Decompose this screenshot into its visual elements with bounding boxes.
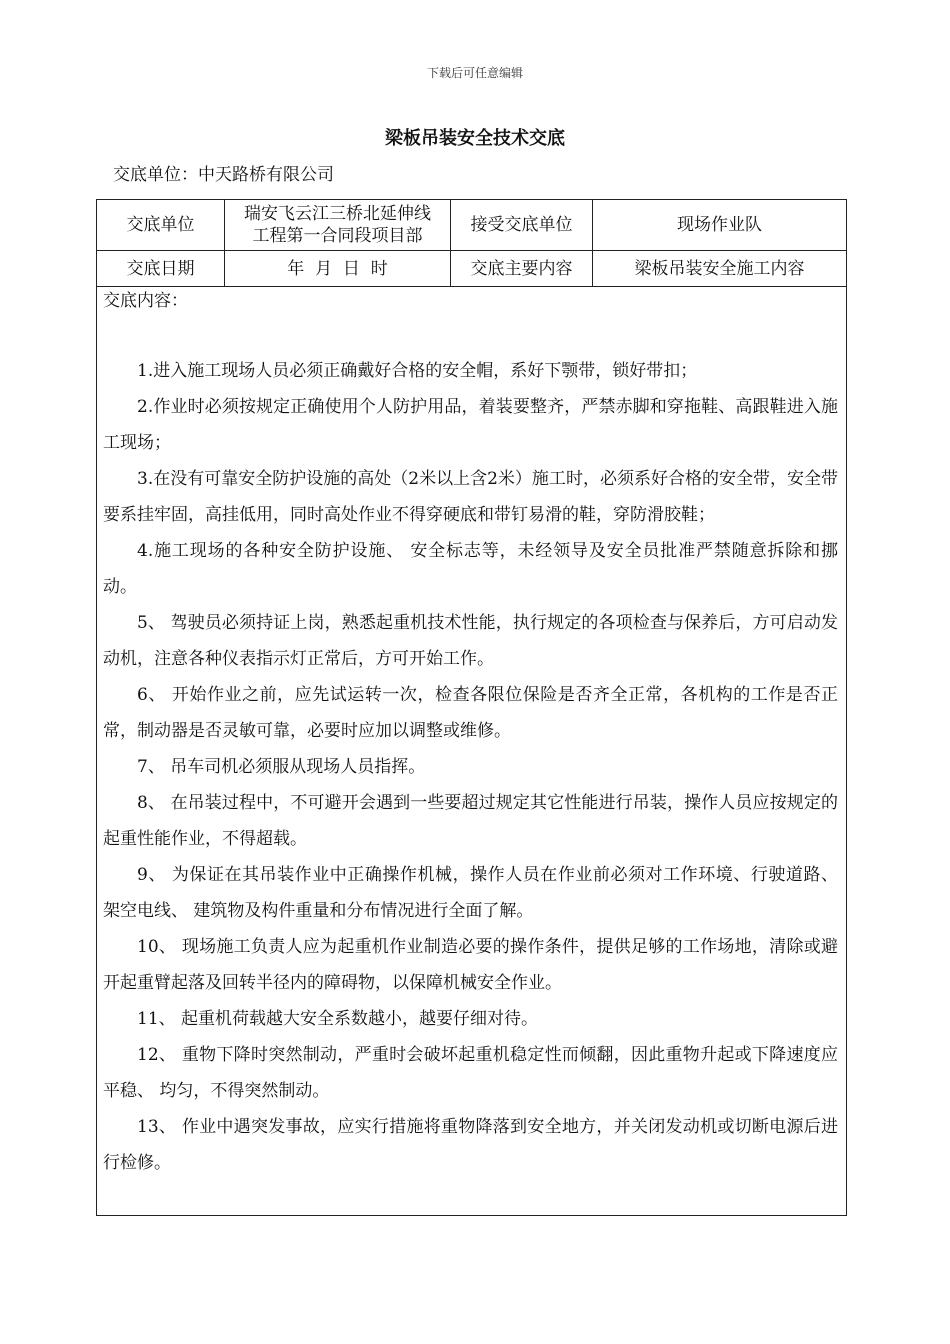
receiver-value: 现场作业队 [677, 215, 762, 235]
table-row [97, 287, 847, 1216]
issuer-line: 交底单位：中天路桥有限公司 [113, 165, 334, 185]
list-item: 9、 为保证在其吊装作业中正确操作机械，操作人员在作业前必须对工作环境、行驶道路、 架空电线、 建筑物及构件重量和分布情况进行全面了解。 [103, 865, 838, 921]
date-label-cell [97, 251, 225, 287]
content-list [97, 353, 846, 1181]
main-content-label: 交底主要内容 [470, 258, 573, 279]
list-item: 5、 驾驶员必须持证上岗，熟悉起重机技术性能，执行规定的各项检查与保养后，方可启动发动机，注意各种仪表指示灯正常后，方可开始工作。 [103, 613, 838, 669]
header-note: 下载后可任意编辑 [426, 66, 523, 80]
issuer-label: 交底单位 [126, 215, 195, 235]
date-value-cell [225, 251, 451, 287]
date-label: 交底日期 [126, 258, 195, 279]
document-title: 梁板吊装安全技术交底 [385, 128, 565, 149]
table-row [97, 251, 847, 287]
main-content-value-cell [593, 251, 847, 287]
issuer-value-line2: 工程第一合同段项目部 [252, 226, 423, 246]
issuer-label-cell [97, 200, 225, 251]
list-item: 2.作业时必须按规定正确使用个人防护用品，着装要整齐，严禁赤脚和穿拖鞋、高跟鞋进入施工现场； [103, 397, 838, 453]
list-item: 6、 开始作业之前，应先试运转一次，检查各限位保险是否齐全正常，各机构的工作是否正常，制动器是否灵敏可靠，必要时应加以调整或维修。 [103, 685, 838, 741]
list-item: 4.施工现场的各种安全防护设施、 安全标志等，未经领导及安全员批准严禁随意拆除和挪动。 [103, 541, 838, 597]
list-item: 10、 现场施工负责人应为起重机作业制造必要的操作条件，提供足够的工作场地，清除或避开起重臂起落及回转半径内的障碍物，以保障机械安全作业。 [103, 937, 838, 993]
date-value: 年 月 日 时 [287, 258, 388, 279]
main-content-value: 梁板吊装安全施工内容 [634, 258, 805, 279]
main-content-label-cell [451, 251, 593, 287]
content-cell [97, 287, 847, 1216]
list-item: 8、 在吊装过程中，不可避开会遇到一些要超过规定其它性能进行吊装，操作人员应按规定的起重性能作业，不得超载。 [103, 793, 838, 849]
list-item: 12、 重物下降时突然制动，严重时会破坏起重机稳定性而倾翻，因此重物升起或下降速度应平稳、 均匀，不得突然制动。 [103, 1045, 838, 1101]
content-label: 交底内容： [103, 291, 188, 311]
briefing-table [96, 199, 847, 1216]
list-item: 1.进入施工现场人员必须正确戴好合格的安全帽，系好下颚带，锁好带扣； [137, 361, 698, 381]
list-item: 11、 起重机荷载越大安全系数越小，越要仔细对待。 [137, 1009, 539, 1029]
issuer-value-cell [225, 200, 451, 251]
list-item: 7、 吊车司机必须服从现场人员指挥。 [137, 757, 426, 777]
receiver-value-cell [593, 200, 847, 251]
list-item: 13、 作业中遇突发事故，应实行措施将重物降落到安全地方，并关闭发动机或切断电源后进行检修。 [103, 1117, 838, 1173]
list-item: 3.在没有可靠安全防护设施的高处（2米以上含2米）施工时，必须系好合格的安全带，安全带要系挂牢固，高挂低用，同时高处作业不得穿硬底和带钉易滑的鞋，穿防滑胶鞋； [103, 469, 838, 525]
table-row [97, 200, 847, 251]
issuer-value-line1: 瑞安飞云江三桥北延伸线 [244, 204, 431, 224]
receiver-label: 接受交底单位 [470, 215, 573, 235]
receiver-label-cell [451, 200, 593, 251]
